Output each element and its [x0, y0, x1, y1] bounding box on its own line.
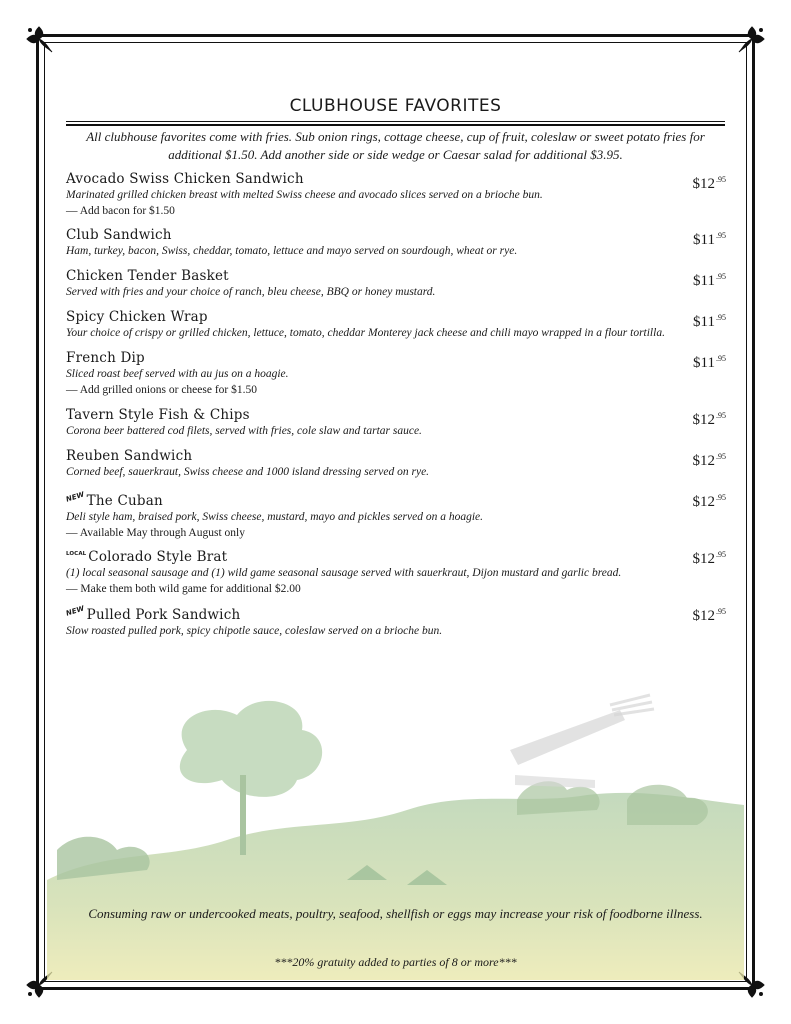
menu-item-name-row	[66, 489, 726, 510]
menu-item-name-row	[66, 546, 726, 566]
menu-item-description: Sliced roast beef served with au jus on a hoagie.	[66, 368, 289, 380]
menu-item-note: — Available May through August only	[66, 527, 245, 539]
menu-item-description: Deli style ham, braised pork, Swiss cheese, mustard, mayo and pickles served on a hoagie.	[66, 511, 484, 523]
menu-item	[66, 448, 726, 480]
menu-item	[66, 546, 726, 597]
menu-item-name: The Cuban	[86, 493, 163, 509]
menu-item-name-row	[66, 603, 726, 624]
menu-item-price: $\$12^{.95}$	[692, 452, 726, 469]
menu-item-price: $\$11^{.95}$	[693, 231, 726, 248]
menu-item	[66, 268, 726, 300]
new-badge: NEW	[65, 604, 86, 618]
title-divider	[66, 124, 725, 126]
menu-item-description: Ham, turkey, bacon, Swiss, cheddar, tomato, lettuce and mayo served on sourdough, wheat or rye.	[66, 245, 518, 257]
menu-item	[66, 171, 726, 219]
menu-item	[66, 489, 726, 541]
menu-item-name: Colorado Style Brat	[88, 549, 228, 565]
flourish-corner-icon	[737, 24, 767, 54]
menu-item	[66, 407, 726, 439]
menu-item-description: Slow roasted pulled pork, spicy chipotle sauce, coleslaw served on a brioche bun.	[66, 625, 443, 637]
menu-item-price: $\$11^{.95}$	[693, 313, 726, 330]
menu-item-description: Corned beef, sauerkraut, Swiss cheese and 1000 island dressing served on rye.	[66, 466, 430, 478]
menu-item-note: — Make them both wild game for additional $2.00	[66, 583, 301, 595]
flourish-corner-icon	[24, 24, 54, 54]
section-title: CLUBHOUSE FAVORITES	[289, 96, 502, 116]
menu-item-name: Spicy Chicken Wrap	[66, 309, 208, 325]
menu-item	[66, 350, 726, 398]
menu-item	[66, 227, 726, 259]
menu-item-name: Pulled Pork Sandwich	[86, 607, 241, 623]
menu-item-price: $\$12^{.95}$	[692, 607, 726, 624]
menu-item-price: $\$12^{.95}$	[692, 175, 726, 192]
menu-item-price: $\$11^{.95}$	[693, 272, 726, 289]
gratuity-notice: ***20% gratuity added to parties of 8 or more***	[274, 955, 517, 969]
fork-knife-watermark-icon	[500, 690, 660, 800]
menu-item	[66, 309, 726, 341]
menu-item-name: French Dip	[66, 350, 145, 366]
menu-item-price: $\$12^{.95}$	[692, 550, 726, 567]
new-badge: NEW	[65, 490, 86, 504]
menu-item-price: $\$11^{.95}$	[693, 354, 726, 371]
menu-item-name: Avocado Swiss Chicken Sandwich	[66, 171, 304, 187]
menu-item-description: Corona beer battered cod filets, served with fries, cole slaw and tartar sauce.	[66, 425, 422, 437]
menu-item-name: Club Sandwich	[66, 227, 172, 243]
section-intro: All clubhouse favorites come with fries. Sub onion rings, cottage cheese, cup of fruit, coleslaw or sweet potato fries for additional $1.50. Add another side or side wedge or Caesar salad for additional $3.95.	[86, 129, 705, 162]
menu-item-name: Reuben Sandwich	[66, 448, 193, 464]
menu-item-name: Chicken Tender Basket	[66, 268, 229, 284]
menu-item-price: $\$12^{.95}$	[692, 411, 726, 428]
menu-item-description: Served with fries and your choice of ranch, bleu cheese, BBQ or honey mustard.	[66, 286, 436, 298]
menu-item-description: Your choice of crispy or grilled chicken, lettuce, tomato, cheddar Monterey jack cheese and chili mayo wrapped in a flour tortilla.	[66, 327, 665, 339]
menu-item-description: Marinated grilled chicken breast with melted Swiss cheese and avocado slices served on a brioche bun.	[66, 189, 543, 201]
local-badge: LOCAL	[66, 551, 87, 557]
menu-item-note: — Add grilled onions or cheese for $1.50	[66, 384, 257, 396]
menu-item-price: $\$12^{.95}$	[692, 493, 726, 510]
foodborne-illness-warning: Consuming raw or undercooked meats, poultry, seafood, shellfish or eggs may increase your risk of foodborne illness.	[88, 906, 703, 921]
menu-item-description: (1) local seasonal sausage and (1) wild game seasonal sausage served with sauerkraut, Dijon mustard and garlic bread.	[66, 567, 622, 579]
title-divider	[66, 121, 725, 122]
menu-item	[66, 603, 726, 639]
menu-item-note: — Add bacon for $1.50	[66, 205, 175, 217]
menu-item-name: Tavern Style Fish & Chips	[66, 407, 250, 423]
